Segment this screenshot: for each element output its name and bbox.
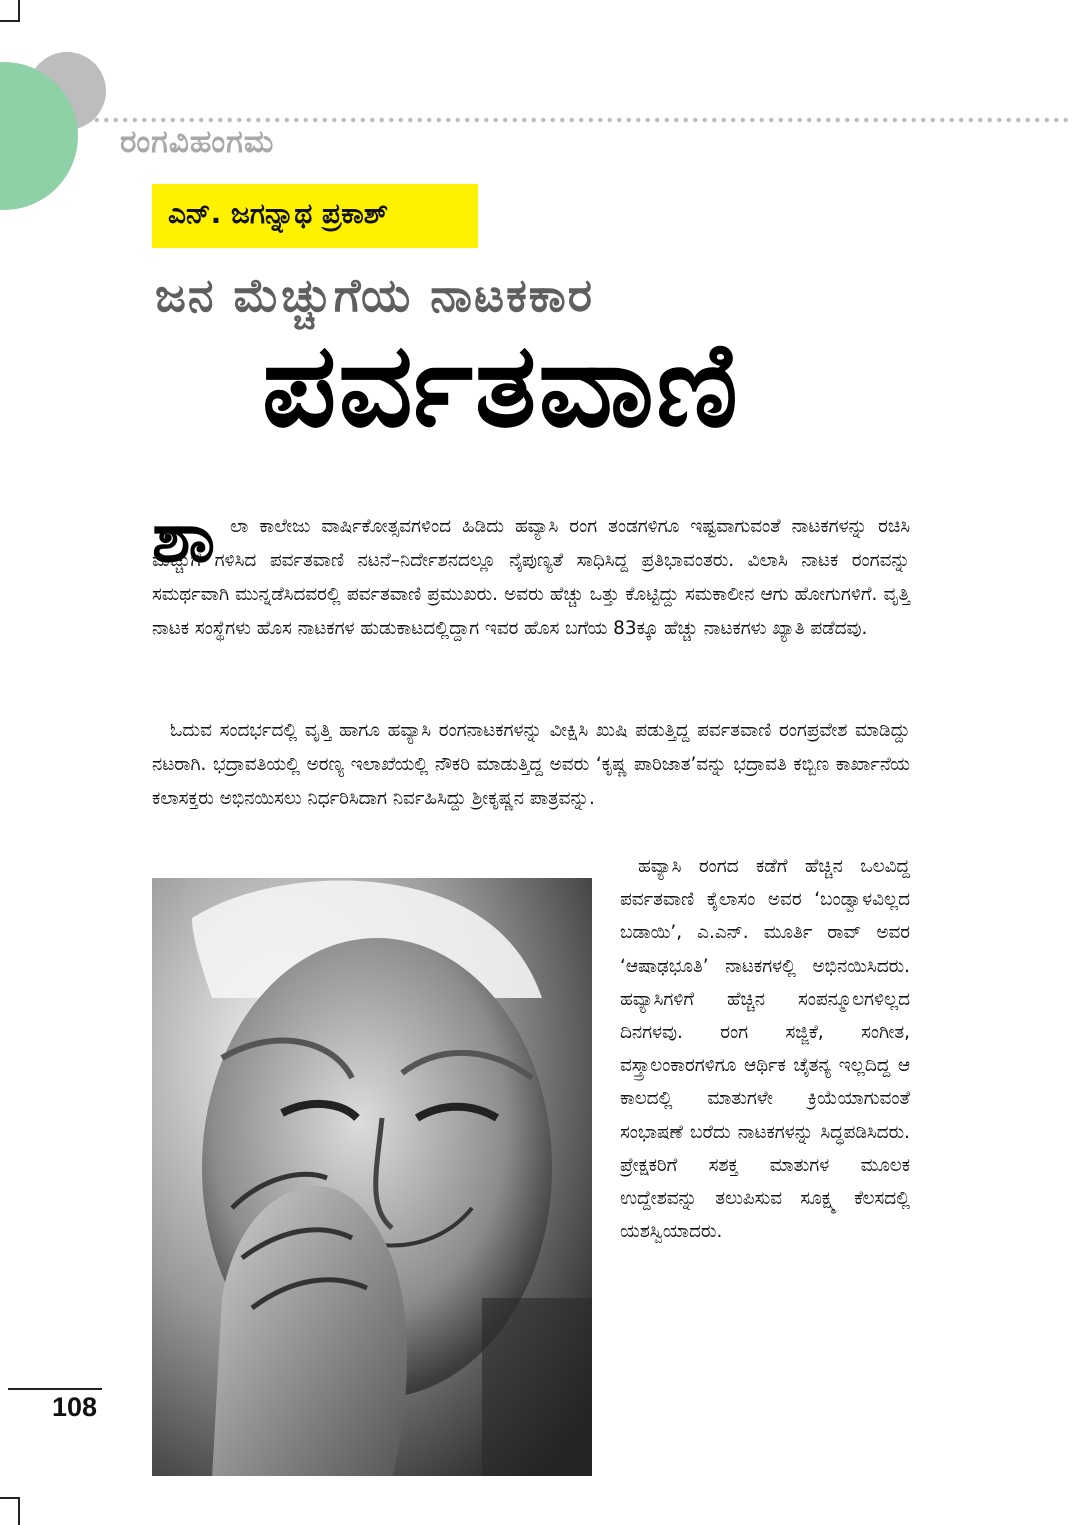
dotted-rule — [92, 117, 1072, 123]
page-number: 108 — [52, 1392, 98, 1422]
crop-mark-bottom-vertical — [18, 1497, 20, 1525]
crop-mark-bottom-horizontal — [0, 1497, 20, 1499]
page-number-rule — [8, 1388, 102, 1390]
body-paragraph-1: ಲಾ ಕಾಲೇಜು ವಾರ್ಷಿಕೋತ್ಸವಗಳಿಂದ ಹಿಡಿದು ಹವ್ಯಾಸಿ ರಂಗ ತಂಡಗಳಿಗೂ ಇಷ್ಟವಾಗುವಂತೆ ನಾಟಕಗಳನ್ನು ರಚಿಸಿ ಮೆಚ್ಚುಗೆ ಗಳಿಸಿದ ಪರ್ವತವಾಣಿ ನಟನೆ–ನಿರ್ದೇಶನದಲ್ಲೂ ನೈಪುಣ್ಯತೆ ಸಾಧಿಸಿದ್ದ ಪ್ರತಿಭಾವಂತರು. ವಿಲಾಸಿ ನಾಟಕ ರಂಗವನ್ನು ಸಮರ್ಥವಾಗಿ ಮುನ್ನಡೆಸಿದವರಲ್ಲಿ ಪರ್ವತವಾಣಿ ಪ್ರಮುಖರು. ಅವರು ಹೆಚ್ಚು ಒತ್ತು ಕೊಟ್ಟಿದ್ದು ಸಮಕಾಲೀನ ಆಗು ಹೋಗುಗಳಿಗೆ. ವೃತ್ತಿ ನಾಟಕ ಸಂಸ್ಥೆಗಳು ಹೊಸ ನಾಟಕಗಳ ಹುಡುಕಾಟದಲ್ಲಿದ್ದಾಗ ಇವರ ಹೊಸ ಬಗೆಯ 83ಕ್ಕೂ ಹೆಚ್ಚು ನಾಟಕಗಳು ಖ್ಯಾತಿ ಪಡೆದವು. — [152, 516, 910, 639]
portrait-photo — [152, 878, 592, 1476]
crop-mark-top-horizontal — [0, 20, 20, 22]
article-title: ಪರ್ವತವಾಣಿ — [262, 318, 740, 453]
crop-mark-top-vertical — [18, 0, 20, 22]
article-subtitle: ಜನ ಮೆಚ್ಚುಗೆಯ ನಾಟಕಕಾರ — [155, 268, 595, 322]
drop-cap: ಶಾ — [152, 496, 216, 578]
portrait-illustration — [152, 878, 592, 1476]
author-name: ಎನ್. ಜಗನ್ನಾಥ ಪ್ರಕಾಶ್ — [168, 197, 389, 230]
body-paragraph-3: ಹವ್ಯಾಸಿ ರಂಗದ ಕಡೆಗೆ ಹೆಚ್ಚಿನ ಒಲವಿದ್ದ ಪರ್ವತವಾಣಿ ಕೈಲಾಸಂ ಅವರ ‘ಬಂಡ್ವಾಳವಿಲ್ಲದ ಬಡಾಯಿ’, ಎ.ಎನ್. ಮೂರ್ತಿ ರಾವ್ ಅವರ ‘ಆಷಾಢಭೂತಿ’ ನಾಟಕಗಳಲ್ಲಿ ಅಭಿನಯಿಸಿದರು. ಹವ್ಯಾಸಿಗಳಿಗೆ ಹೆಚ್ಚಿನ ಸಂಪನ್ಮೂಲಗಳಿಲ್ಲದ ದಿನಗಳವು. ರಂಗ ಸಜ್ಜಿಕೆ, ಸಂಗೀತ, ವಸ್ತ್ರಾಲಂಕಾರಗಳಿಗೂ ಆರ್ಥಿಕ ಚೈತನ್ಯ ಇಲ್ಲದಿದ್ದ ಆ ಕಾಲದಲ್ಲಿ ಮಾತುಗಳೇ ಕ್ರಿಯೆಯಾಗುವಂತೆ ಸಂಭಾಷಣೆ ಬರೆದು ನಾಟಕಗಳನ್ನು ಸಿದ್ಧಪಡಿಸಿದರು. ಪ್ರೇಕ್ಷಕರಿಗೆ ಸಶಕ್ತ ಮಾತುಗಳ ಮೂಲಕ ಉದ್ದೇಶವನ್ನು ತಲುಪಿಸುವ ಸೂಕ್ಷ್ಮ ಕೆಲಸದಲ್ಲಿ ಯಶಸ್ವಿಯಾದರು. — [620, 856, 910, 1243]
section-heading: ರಂಗವಿಹಂಗಮ — [120, 124, 275, 160]
body-paragraph-2: ಓದುವ ಸಂದರ್ಭದಲ್ಲಿ ವೃತ್ತಿ ಹಾಗೂ ಹವ್ಯಾಸಿ ರಂಗನಾಟಕಗಳನ್ನು ವೀಕ್ಷಿಸಿ ಖುಷಿ ಪಡುತ್ತಿದ್ದ ಪರ್ವತವಾಣಿ ರಂಗಪ್ರವೇಶ ಮಾಡಿದ್ದು ನಟರಾಗಿ. ಭದ್ರಾವತಿಯಲ್ಲಿ ಅರಣ್ಯ ಇಲಾಖೆಯಲ್ಲಿ ನೌಕರಿ ಮಾಡುತ್ತಿದ್ದ ಅವರು ‘ಕೃಷ್ಣ ಪಾರಿಜಾತ’ವನ್ನು ಭದ್ರಾವತಿ ಕಬ್ಬಿಣ ಕಾರ್ಖಾನೆಯ ಕಲಾಸಕ್ತರು ಅಭಿನಯಿಸಲು ನಿರ್ಧರಿಸಿದಾಗ ನಿರ್ವಹಿಸಿದ್ದು ಶ್ರೀಕೃಷ್ಣನ ಪಾತ್ರವನ್ನು. — [152, 720, 910, 809]
